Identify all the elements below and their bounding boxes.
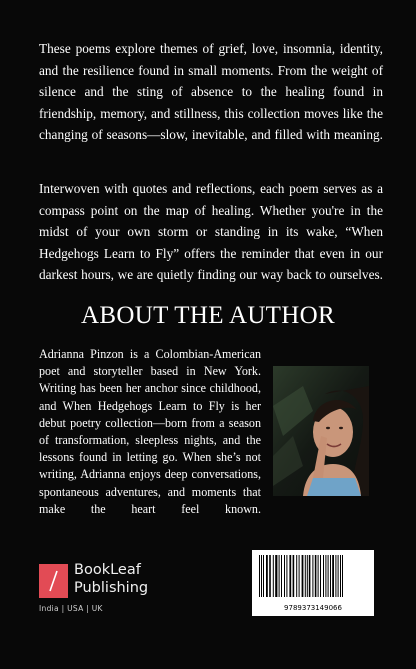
barcode-bar bbox=[330, 555, 331, 597]
barcode-bar bbox=[299, 555, 300, 597]
barcode-bar bbox=[296, 555, 297, 597]
barcode-bar bbox=[263, 555, 264, 597]
publisher-logo bbox=[39, 561, 199, 621]
barcode-bar bbox=[273, 555, 274, 597]
barcode-bar bbox=[279, 555, 280, 597]
barcode-bar bbox=[275, 555, 277, 597]
barcode-bar bbox=[307, 555, 308, 597]
barcode-bar bbox=[335, 555, 336, 597]
publisher-name-line-1: BookLeaf bbox=[74, 562, 141, 578]
barcode-bar bbox=[320, 555, 321, 597]
barcode-bar bbox=[305, 555, 306, 597]
author-photo bbox=[273, 366, 369, 496]
barcode-bar bbox=[340, 555, 341, 597]
publisher-name-line-2: Publishing bbox=[74, 580, 149, 596]
barcode-bar bbox=[261, 555, 262, 597]
blurb-paragraph-2: Interwoven with quotes and reflections, each poem serves as a compass point on the map of healing. Whether you're in the midst of your own storm or standing in its wake, “When Hedgehogs Learn to Fly” offers the reminder that even in our darkest hours, we are quietly finding our way back to ourselves. bbox=[39, 181, 383, 282]
barcode-bars bbox=[257, 555, 369, 597]
barcode-bar bbox=[302, 555, 304, 597]
barcode-bar bbox=[284, 555, 285, 597]
barcode-bar bbox=[286, 555, 287, 597]
barcode-bar bbox=[269, 555, 271, 597]
barcode-bar bbox=[338, 555, 339, 597]
barcode-bar bbox=[309, 555, 311, 597]
author-bio: Adrianna Pinzon is a Colombian-American poet and storyteller based in New York. Writing has been her anchor since childhood, and When Hedgehogs Learn to Fly is her debut poetry collection—born from a season of transformation, sleepless nights, and the lessons found in letting go. When she’s not writing, Adrianna enjoys deep conversations, spontaneous adventures, and moments that make the heart feel known. bbox=[39, 347, 261, 516]
barcode-bar bbox=[266, 555, 268, 597]
publisher-logo-mark bbox=[39, 564, 68, 598]
barcode-bar bbox=[289, 555, 291, 597]
isbn-number: 9789373149066 bbox=[284, 604, 342, 612]
barcode-bar bbox=[315, 555, 317, 597]
isbn-barcode bbox=[252, 550, 374, 616]
about-author-heading: ABOUT THE AUTHOR bbox=[81, 302, 335, 329]
publisher-name bbox=[74, 561, 204, 597]
barcode-bar bbox=[332, 555, 334, 597]
barcode-bar bbox=[312, 555, 313, 597]
barcode-bar bbox=[325, 555, 326, 597]
barcode-bar bbox=[328, 555, 329, 597]
barcode-bar bbox=[342, 555, 343, 597]
barcode-bar bbox=[293, 555, 295, 597]
barcode-bar bbox=[318, 555, 319, 597]
barcode-bar bbox=[281, 555, 282, 597]
blurb-paragraph-1: These poems explore themes of grief, love, insomnia, identity, and the resilience found in small moments. From the weight of silence and the sting of absence to the healing found in friendship, memory, and stillness, this collection moves like the changing of seasons—slow, inevitable, and filled with meaning. bbox=[39, 41, 383, 142]
barcode-bar bbox=[323, 555, 324, 597]
publisher-regions: India | USA | UK bbox=[39, 604, 103, 613]
barcode-bar bbox=[259, 555, 260, 597]
